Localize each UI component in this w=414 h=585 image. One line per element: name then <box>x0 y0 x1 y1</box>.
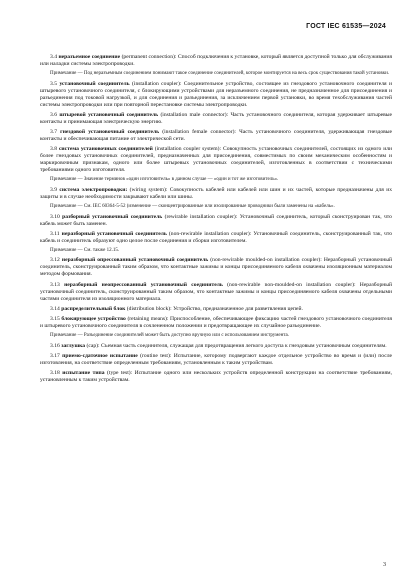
clause-number: 3.12 <box>50 257 60 264</box>
page-number: 3 <box>383 562 386 568</box>
paragraph-text: (non-rewirable moulded-on installation coupler): Неразборный установочный соединитель, сконструированный таким образом, что контактные зажимы и концы присоединяемого кабеля охвачены изоляционным материалом методом формования. <box>40 257 392 278</box>
paragraph-text: (distribution block): Устройство, предназначенное для разветвления цепей. <box>126 305 303 312</box>
note-paragraph <box>40 248 392 254</box>
defined-term: заглушка <box>61 342 86 349</box>
clause-number: 3.11 <box>50 230 60 237</box>
clause-number: 3.7 <box>50 129 57 136</box>
paragraph-text: (retaining means): Приспособление, обеспечивающее фиксацию частей гнездового установочного соединителя и штыревого установочного соединителя в сочлененном положении и предотвращающее их случайное разъединение. <box>40 316 392 329</box>
definition-paragraph <box>40 146 392 174</box>
defined-term: разборный установочный соединитель <box>62 213 163 220</box>
note-paragraph <box>40 71 392 77</box>
paragraph-text: (installation male connector): Часть установочного соединителя, которая удерживает штыревые контакты и принимающая электрическую энергию. <box>40 111 393 125</box>
standard-code-header: ГОСТ IEC 61535—2024 <box>306 23 386 30</box>
defined-term: неразъемное соединение <box>58 54 121 60</box>
clause-number: 3.8 <box>50 146 57 153</box>
definition-paragraph <box>40 306 392 313</box>
definition-paragraph <box>40 129 392 143</box>
defined-term: неразборный неопрессованный установочный соединитель <box>64 281 223 288</box>
paragraph-text: Разъединение соединителей может быть доступно вручную или с использованием инструмента. <box>83 333 290 339</box>
definition-paragraph <box>40 187 392 201</box>
defined-term: приемо-сдаточное испытание <box>62 352 138 359</box>
definition-paragraph <box>40 54 392 68</box>
defined-term: распределительный блок <box>61 305 126 312</box>
paragraph-text: Под неразъемным соединением понимают такое соединение соединителей, которое монтируется на весь срок существования такой установки. <box>83 71 390 77</box>
definition-paragraph <box>40 231 392 245</box>
defined-term: система установочных соединителей <box>58 146 153 153</box>
note-label: Примечание — <box>50 333 83 339</box>
defined-term: установочный соединитель <box>59 80 130 87</box>
note-paragraph <box>40 204 392 210</box>
paragraph-text: См. IEC 60364-5-52 (изменение — сконцентрированные или изолированные проводники были заменены на «кабель». <box>83 204 335 210</box>
paragraph-text: (installation female connector): Часть установочного соединителя, удерживающая гнездовые контакты и обеспечивающая питание от электрической сети. <box>40 129 393 143</box>
defined-term: штыревой установочный соединитель <box>59 111 159 118</box>
paragraph-text: (rewirable installation coupler): Установочный соединитель, который сконструирован так, что кабель может быть заменен. <box>40 213 392 227</box>
definition-paragraph <box>40 343 392 350</box>
note-paragraph <box>40 333 392 339</box>
definition-paragraph <box>40 316 392 330</box>
definition-paragraph <box>40 353 392 367</box>
defined-term: блокирующее устройство <box>61 316 126 322</box>
note-label: Примечание — <box>50 204 83 210</box>
paragraph-text: (routine test): Испытание, которому подвергают каждое отдельное устройство во время и (или) после изготовления, на соответствие определенным требованиям, установленным к таким устройствам. <box>40 352 392 366</box>
definition-paragraph <box>40 282 392 303</box>
clause-number: 3.13 <box>50 281 60 288</box>
defined-term: неразборный опрессованный установочный соединитель <box>61 257 209 264</box>
paragraph-text: (wiring system): Совокупность кабелей или кабелей или шин и их частей, которые предназначены для их защиты и в случае необходимости закрывают кабели или шины. <box>40 186 392 200</box>
note-paragraph <box>40 177 392 183</box>
paragraph-text: (permanent connection): Способ подключения к установке, который является доступной только для обслуживания или наладки системы электропроводки. <box>40 54 392 67</box>
defined-term: испытание типа <box>62 370 105 377</box>
document-body <box>40 54 392 387</box>
definition-paragraph <box>40 370 392 384</box>
definition-paragraph <box>40 214 392 228</box>
definition-paragraph <box>40 112 392 126</box>
paragraph-text: См. также 12.15. <box>83 247 120 253</box>
definition-paragraph <box>40 81 392 109</box>
clause-number: 3.9 <box>50 186 57 193</box>
clause-number: 3.18 <box>50 370 60 377</box>
paragraph-text: (installation coupler system): Совокупность установочных соединителей, состоящих из одного или более гнездовых установочных соединителей, предназначенных для присоединения, совместимых по своим механическим особенностям и маркировочным признакам, одного или более штыревых установочных соединителей, изготовленных в соответствии с техническими требованиями одного изготовителя. <box>40 146 393 174</box>
clause-number: 3.14 <box>50 305 60 312</box>
paragraph-text: (installation coupler): Соединительное устройство, состоящее из гнездового установочного соединителя и штыревого установочного соединителя, с блокирующими устройствами для неразъемного соединения, не предназначенное для присоединения и разъединения под токовой нагрузкой, и для соединения и разъединения, за исключением первой установки, во время техобслуживания частей системы электропроводки или при повторной перестановке системы электропроводки. <box>40 80 393 108</box>
clause-number: 3.4 <box>50 54 57 60</box>
paragraph-text: (cap): Съемная часть соединителя, служащая для предотвращения легкого доступа к гнездовым установочным соединителям. <box>86 342 387 349</box>
note-label: Примечание — <box>50 247 83 253</box>
clause-number: 3.16 <box>50 342 60 349</box>
clause-number: 3.17 <box>50 352 60 359</box>
paragraph-text: (type test): Испытание одного или нескольких устройств определенной конструкции на соответствие требованиям, установленным к таким устройствам. <box>40 370 392 384</box>
note-label: Примечание — <box>50 177 83 183</box>
clause-number: 3.6 <box>50 111 57 118</box>
clause-number: 3.10 <box>50 213 60 220</box>
definition-paragraph <box>40 257 392 278</box>
defined-term: неразборный установочный соединитель <box>61 230 167 237</box>
defined-term: система электропроводки: <box>59 186 128 193</box>
paragraph-text: (non-rewirable non-moulded-on installation coupler): Неразборный установочный соединитель, сконструированный таким образом, что контактные зажимы и концы присоединяемого кабеля охвачены отдельными частями соединителя из изоляционного материала. <box>40 281 392 302</box>
paragraph-text: Значение терминов «один изготовитель» в данном случае — «один и тот же изготовитель». <box>83 177 279 183</box>
defined-term: гнездовой установочный соединитель <box>60 129 160 136</box>
clause-number: 3.5 <box>50 80 57 87</box>
clause-number: 3.15 <box>50 316 60 322</box>
paragraph-text: (non-rewirable installation coupler): Установочный соединитель, сконструированный так, что кабель и соединитель образуют одно целое после соединения и сборки изготовителем. <box>40 230 392 244</box>
note-label: Примечание — <box>50 71 83 77</box>
